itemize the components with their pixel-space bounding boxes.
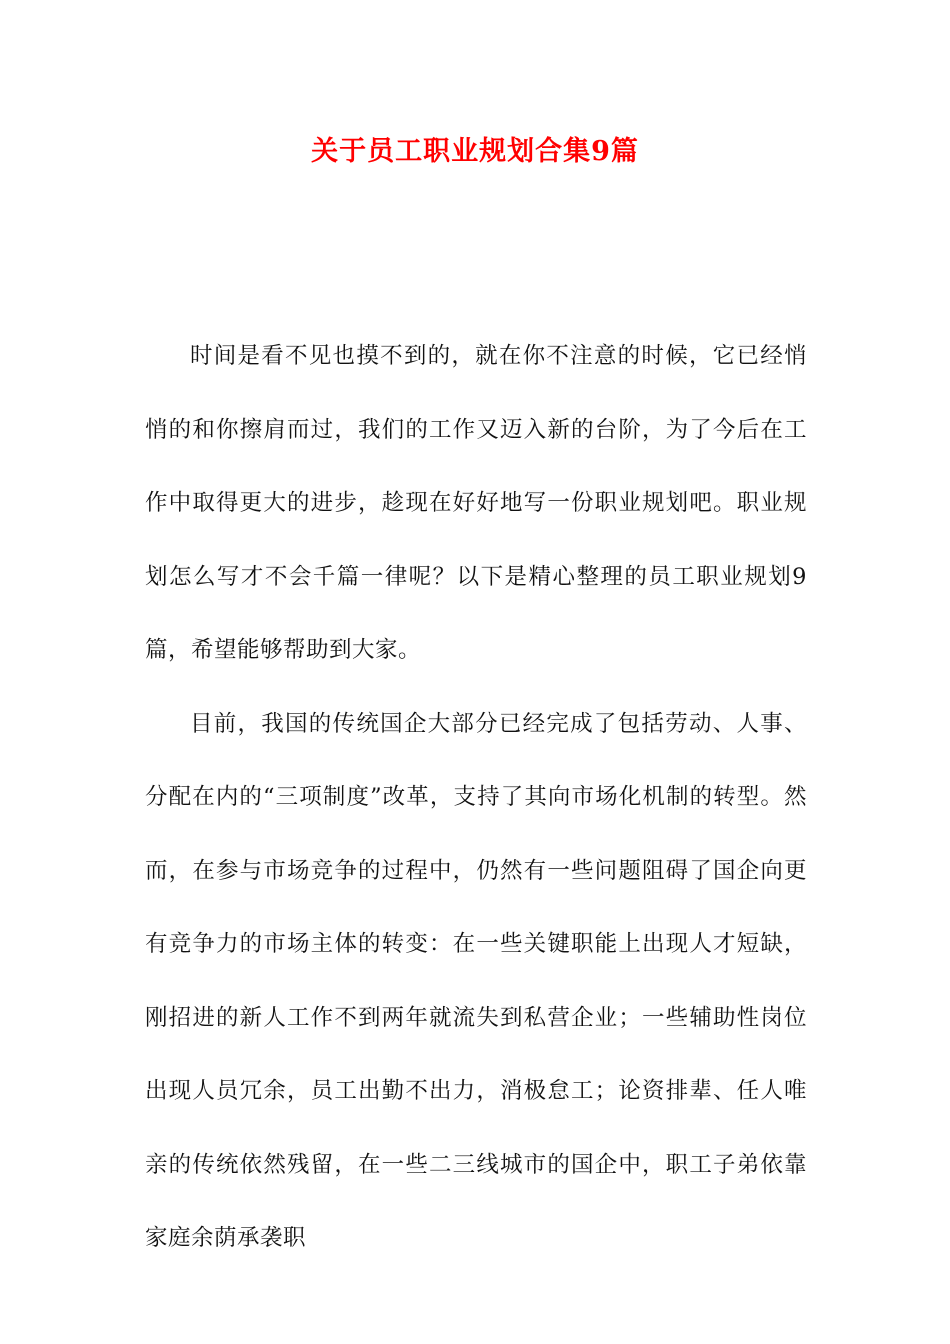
document-title: 关于员工职业规划合集9篇 <box>311 136 639 167</box>
document-body <box>145 320 807 1276</box>
paragraph-intro: 时间是看不见也摸不到的，就在你不注意的时候，它已经悄悄的和你擦肩而过，我们的工作又迈入新的台阶，为了今后在工作中取得更大的进步，趁现在好好地写一份职业规划吧。职业规划怎么写才不会千篇一律呢？以下是精心整理的员工职业规划9篇，希望能够帮助到大家。 <box>145 343 807 663</box>
paragraph-second: 目前，我国的传统国企大部分已经完成了包括劳动、人事、分配在内的“三项制度”改革，支持了其向市场化机制的转型。然而，在参与市场竞争的过程中，仍然有一些问题阻碍了国企向更有竞争力的市场主体的转变：在一些关键职能上出现人才短缺，刚招进的新人工作不到两年就流失到私营企业；一些辅助性岗位出现人员冗余，员工出勤不出力，消极怠工；论资排辈、任人唯亲的传统依然残留，在一些二三线城市的国企中，职工子弟依靠家庭余荫承袭职 <box>145 710 807 1251</box>
